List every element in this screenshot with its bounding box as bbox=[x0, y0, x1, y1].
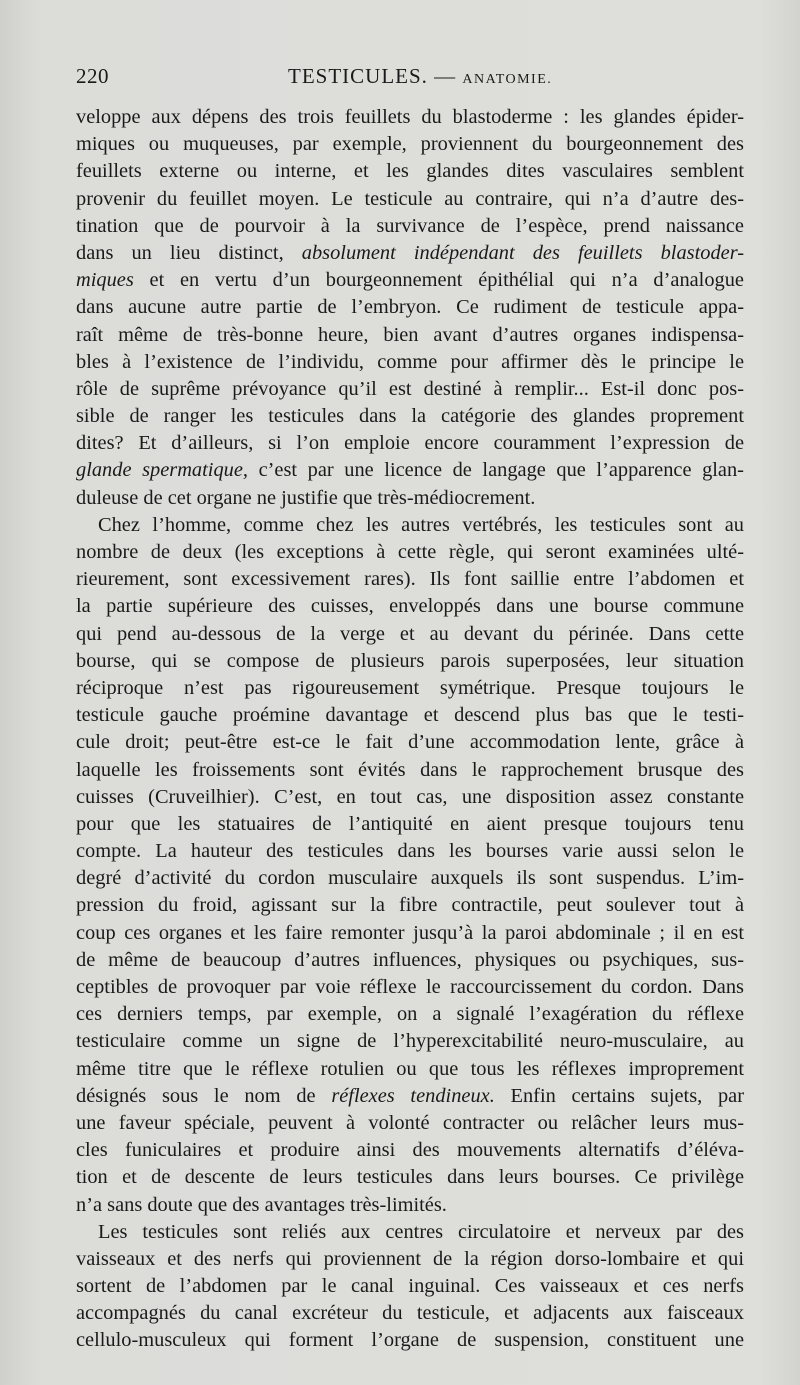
line-text: vaisseaux et des nerfs qui proviennent de la région dorso-lombaire et qui bbox=[76, 1247, 744, 1270]
text-line bbox=[76, 648, 744, 675]
text-line bbox=[76, 621, 744, 648]
body-text bbox=[76, 104, 744, 1355]
text-line bbox=[76, 1192, 744, 1219]
line-text: tination que de pourvoir à la survivance de l’espèce, prend naissance bbox=[76, 214, 744, 237]
text-line bbox=[76, 702, 744, 729]
text-line bbox=[76, 213, 744, 240]
line-text: cles funiculaires et produire ainsi des mouvements alternatifs d’éléva- bbox=[76, 1139, 744, 1162]
text-line bbox=[76, 403, 744, 430]
text-line bbox=[76, 1028, 744, 1055]
line-text: une faveur spéciale, peuvent à volonté contracter ou relâcher leurs mus- bbox=[76, 1111, 744, 1134]
text-line bbox=[76, 757, 744, 784]
line-text: Chez l’homme, comme chez les autres vertébrés, les testicules sont au bbox=[98, 513, 744, 536]
italic-text: miques bbox=[76, 269, 134, 292]
text-line bbox=[76, 349, 744, 376]
text-line bbox=[76, 811, 744, 838]
line-text: rieurement, sont excessivement rares). Ils font saillie entre l’abdomen et bbox=[76, 568, 744, 591]
text-line bbox=[76, 1110, 744, 1137]
line-text: coup ces organes et les faire remonter jusqu’à la paroi abdominale ; il en est bbox=[76, 921, 744, 944]
line-text: bourse, qui se compose de plusieurs parois superposées, leur situation bbox=[76, 649, 744, 672]
running-head bbox=[288, 64, 552, 89]
line-text: qui pend au-dessous de la verge et au devant du périnée. Dans cette bbox=[76, 622, 744, 645]
text-line bbox=[76, 104, 744, 131]
text-line bbox=[76, 729, 744, 756]
text-line bbox=[76, 322, 744, 349]
italic-text: absolument indépendant des feuillets blastoder- bbox=[301, 241, 744, 264]
line-text: sortent de l’abdomen par le canal inguinal. Ces vaisseaux et ces nerfs bbox=[76, 1275, 744, 1298]
line-text: duleuse de cet organe ne justifie que très-médiocrement. bbox=[76, 486, 536, 509]
text-line bbox=[76, 539, 744, 566]
text-line bbox=[76, 1083, 744, 1110]
page-header bbox=[76, 60, 744, 90]
running-head-section: ANATOMIE. bbox=[462, 72, 553, 87]
line-text: ces derniers temps, par exemple, on a signalé l’exagération du réflexe bbox=[76, 1003, 744, 1026]
text-line bbox=[76, 186, 744, 213]
text-line bbox=[76, 1300, 744, 1327]
text-line bbox=[76, 485, 744, 512]
text-line bbox=[76, 457, 744, 484]
text-line bbox=[76, 1056, 744, 1083]
line-text: provenir du feuillet moyen. Le testicule au contraire, qui n’a d’autre des- bbox=[76, 187, 744, 210]
line-text: feuillets externe ou interne, et les glandes dites vasculaires semblent bbox=[76, 160, 744, 183]
line-text: et en vertu d’un bourgeonnement épithélial qui n’a d’analogue bbox=[133, 269, 744, 292]
line-text: dans un lieu distinct, bbox=[76, 241, 302, 264]
text-line bbox=[76, 240, 744, 267]
text-line bbox=[76, 1137, 744, 1164]
text-line bbox=[76, 376, 744, 403]
text-line bbox=[76, 430, 744, 457]
italic-text: glande spermatique, bbox=[76, 459, 248, 482]
text-line bbox=[76, 838, 744, 865]
text-line bbox=[76, 1327, 744, 1354]
line-text: testicule gauche proémine davantage et descend plus bas que le testi- bbox=[76, 704, 744, 727]
line-text: veloppe aux dépens des trois feuillets du blastoderme : les glandes épider- bbox=[76, 106, 744, 128]
text-line bbox=[76, 267, 744, 294]
text-line bbox=[76, 158, 744, 185]
line-text: même titre que le réflexe rotulien ou que tous les réflexes improprement bbox=[76, 1057, 744, 1080]
italic-text: réflexes tendineux. bbox=[331, 1084, 495, 1107]
line-text: tion et de descente de leurs testicules dans leurs bourses. Ce privilège bbox=[76, 1166, 744, 1189]
text-line bbox=[76, 865, 744, 892]
line-text: raît même de très-bonne heure, bien avant d’autres organes indispensa- bbox=[76, 323, 744, 346]
page-number: 220 bbox=[76, 64, 109, 88]
text-line bbox=[76, 1219, 744, 1246]
line-text: de même de beaucoup d’autres influences, physiques ou psychiques, sus- bbox=[76, 948, 744, 971]
line-text: pression du froid, agissant sur la fibre contractile, peut soulever tout à bbox=[76, 894, 744, 917]
line-text: degré d’activité du cordon musculaire auxquels ils sont suspendus. L’im- bbox=[76, 867, 744, 890]
line-text: dans aucune autre partie de l’embryon. Ce rudiment de testicule appa- bbox=[76, 296, 744, 319]
line-text: dites? Et d’ailleurs, si l’on emploie encore couramment l’expression de bbox=[76, 432, 744, 455]
line-text: nombre de deux (les exceptions à cette règle, qui seront examinées ulté- bbox=[76, 541, 744, 563]
line-text: bles à l’existence de l’individu, comme pour affirmer dès le principe le bbox=[76, 350, 744, 373]
text-line bbox=[76, 294, 744, 321]
text-line bbox=[76, 1001, 744, 1028]
text-line bbox=[76, 947, 744, 974]
line-text: Enfin certains sujets, par bbox=[494, 1084, 744, 1107]
text-line bbox=[76, 892, 744, 919]
text-line bbox=[76, 566, 744, 593]
line-text: cule droit; peut-être est-ce le fait d’une accommodation lente, grâce à bbox=[76, 731, 744, 754]
line-text: rôle de suprême prévoyance qu’il est destiné à remplir... Est-il donc pos- bbox=[76, 377, 744, 400]
line-text: sible de ranger les testicules dans la catégorie des glandes proprement bbox=[76, 405, 744, 428]
line-text: réciproque n’est pas rigoureusement symétrique. Presque toujours le bbox=[76, 676, 744, 699]
line-text: compte. La hauteur des testicules dans les bourses varie aussi selon le bbox=[76, 840, 744, 863]
line-text: cellulo-musculeux qui forment l’organe de suspension, constituent une bbox=[76, 1329, 744, 1352]
line-text: désignés sous le nom de bbox=[76, 1084, 332, 1107]
line-text: laquelle les froissements sont évités dans le rapprochement brusque des bbox=[76, 758, 744, 781]
line-text: pour que les statuaires de l’antiquité en aient presque toujours tenu bbox=[76, 812, 744, 835]
line-text: miques ou muqueuses, par exemple, proviennent du bourgeonnement des bbox=[76, 133, 744, 156]
line-text: Les testicules sont reliés aux centres circulatoire et nerveux par des bbox=[98, 1220, 744, 1243]
text-line bbox=[76, 920, 744, 947]
text-line bbox=[76, 1164, 744, 1191]
text-line bbox=[76, 593, 744, 620]
text-line bbox=[76, 675, 744, 702]
line-text: testiculaire comme un signe de l’hyperexcitabilité neuro-musculaire, au bbox=[76, 1030, 744, 1053]
running-head-dash: — bbox=[427, 64, 463, 88]
text-line bbox=[76, 131, 744, 158]
line-text: la partie supérieure des cuisses, enveloppés dans une bourse commune bbox=[76, 595, 744, 618]
text-line bbox=[76, 1246, 744, 1273]
text-line bbox=[76, 784, 744, 811]
text-line bbox=[76, 1273, 744, 1300]
text-line bbox=[76, 974, 744, 1001]
line-text: cuisses (Cruveilhier). C’est, en tout cas, une disposition assez constante bbox=[76, 785, 744, 808]
line-text: c’est par une licence de langage que l’apparence glan- bbox=[247, 459, 744, 482]
running-head-title: TESTICULES. bbox=[288, 64, 428, 88]
line-text: n’a sans doute que des avantages très-limités. bbox=[76, 1193, 447, 1216]
line-text: ceptibles de provoquer par voie réflexe le raccourcissement du cordon. Dans bbox=[76, 976, 744, 998]
text-line bbox=[76, 512, 744, 539]
line-text: accompagnés du canal excréteur du testicule, et adjacents aux faisceaux bbox=[76, 1302, 744, 1325]
